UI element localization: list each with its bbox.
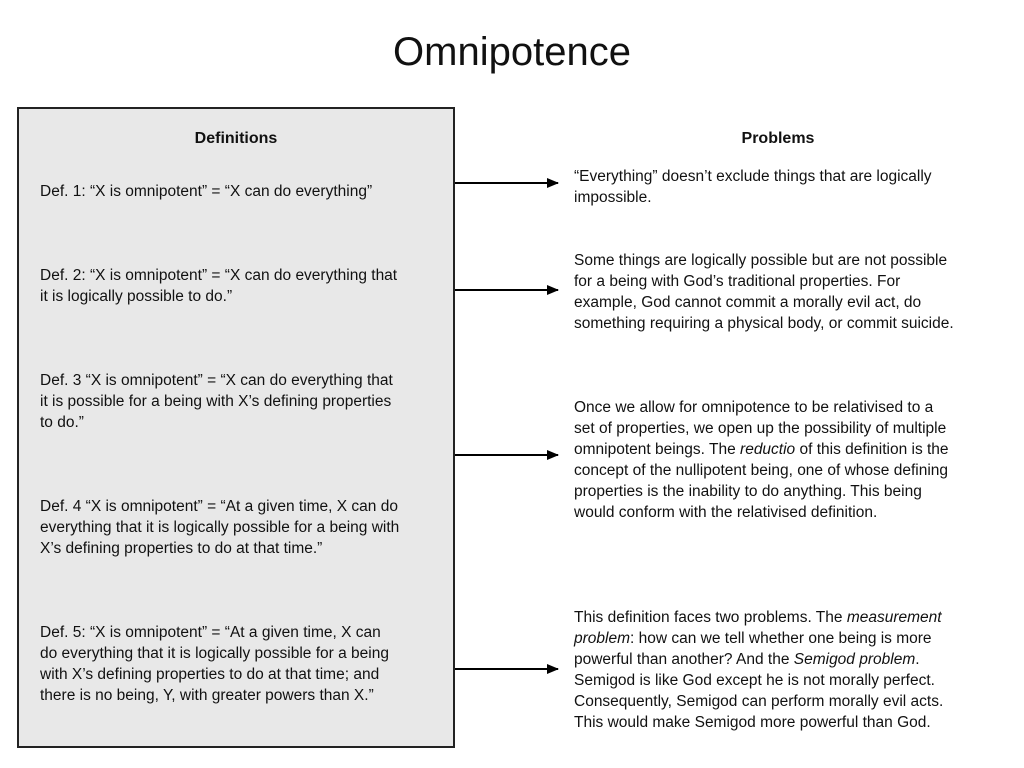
definition-line: to do.” — [40, 414, 84, 431]
italic-term: Semigod problem — [793, 651, 916, 668]
problem-line: set of properties, we open up the possibility of multiple — [574, 420, 947, 437]
text: of this definition is the — [795, 441, 949, 458]
slide-title: Omnipotence — [393, 30, 631, 74]
text: powerful than another? And the — [574, 651, 794, 668]
problem-line: something requiring a physical body, or commit suicide. — [574, 315, 954, 332]
text: . — [915, 651, 920, 668]
problem-line: “Everything” doesn’t exclude things that are logically — [574, 168, 932, 185]
problem-line: Some things are logically possible but are not possible — [574, 252, 948, 269]
definitions-heading: Definitions — [194, 130, 278, 147]
italic-term: measurement — [846, 609, 942, 626]
definition-line: there is no being, Y, with greater powers than X.” — [40, 687, 374, 704]
definition-line: it is possible for a being with X’s defining properties — [40, 393, 392, 410]
italic-term: problem — [574, 630, 630, 647]
definition-line: Def. 2: “X is omnipotent” = “X can do everything that — [40, 267, 398, 284]
problem-line: Semigod is like God except he is not morally perfect. — [574, 672, 935, 689]
definition-line: X’s defining properties to do at that time.” — [40, 540, 323, 557]
definition-line: Def. 3 “X is omnipotent” = “X can do everything that — [40, 372, 393, 389]
text: omnipotent beings. The — [574, 441, 741, 458]
problem-line: example, God cannot commit a morally evil act, do — [574, 294, 922, 311]
problems-heading: Problems — [741, 130, 815, 147]
definition-line: everything that it is logically possible for a being with — [40, 519, 400, 536]
problem-line: properties is the inability to do anything. This being — [574, 483, 922, 500]
definition-line: Def. 5: “X is omnipotent” = “At a given time, X can — [40, 624, 381, 641]
definition-line: it is logically possible to do.” — [40, 288, 233, 305]
definition-line: Def. 4 “X is omnipotent” = “At a given time, X can do — [40, 498, 398, 515]
problem-line: for a being with God’s traditional properties. For — [574, 273, 901, 290]
problem-line: Consequently, Semigod can perform morally evil acts. — [574, 693, 944, 710]
problem-line: concept of the nullipotent being, one of whose defining — [574, 462, 948, 479]
problem-line: This would make Semigod more powerful than God. — [574, 714, 931, 731]
italic-term: reductio — [740, 441, 796, 458]
text: : how can we tell whether one being is more — [630, 630, 932, 647]
problem-line: impossible. — [574, 189, 652, 206]
definition-line: with X’s defining properties to do at that time; and — [40, 666, 380, 683]
problem-line: would conform with the relativised definition. — [574, 504, 878, 521]
problem-line: Once we allow for omnipotence to be relativised to a — [574, 399, 934, 416]
definition-line: Def. 1: “X is omnipotent” = “X can do everything” — [40, 183, 373, 200]
text: This definition faces two problems. The — [574, 609, 847, 626]
definition-line: do everything that it is logically possible for a being — [40, 645, 389, 662]
